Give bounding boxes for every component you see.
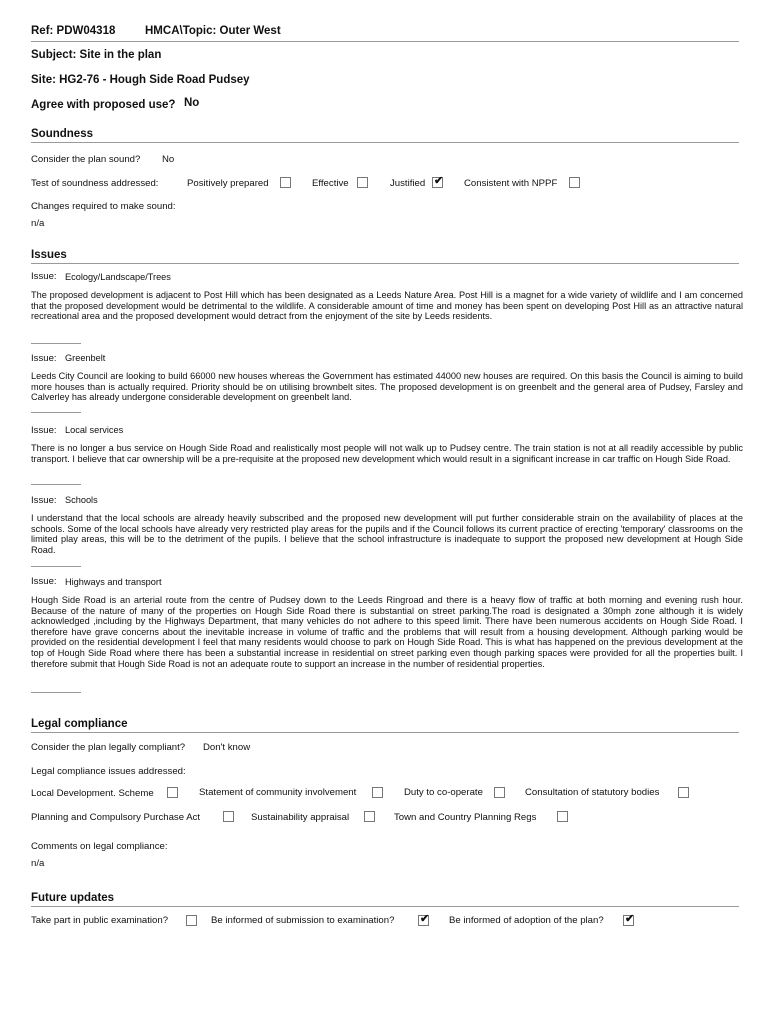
option-sustainability-appraisal: Sustainability appraisal xyxy=(251,812,350,823)
changes-value: n/a xyxy=(31,218,45,229)
legal-issues-label: Legal compliance issues addressed: xyxy=(31,766,186,777)
header-rule xyxy=(31,41,739,42)
soundness-heading: Soundness xyxy=(31,128,93,140)
issues-heading: Issues xyxy=(31,249,67,261)
soundness-test-label: Test of soundness addressed: xyxy=(31,178,159,189)
legal-comments-value: n/a xyxy=(31,858,45,869)
subject: Subject: Site in the plan xyxy=(31,49,162,61)
issue-label: Issue: xyxy=(31,495,57,506)
site: Site: HG2-76 - Hough Side Road Pudsey xyxy=(31,74,250,86)
option-planning-purchase-act: Planning and Compulsory Purchase Act xyxy=(31,812,201,823)
issue-text: Leeds City Council are looking to build 66000 new houses whereas the Government has estimated 44000 new houses are required. On this basis the Council is aiming to build more houses than is actually required. Priority should be on utilising brownbelt sites. The proposed development is on greenbelt and the general area of Pudsey, Farsley and Calverley has already undergone considerable development on greenbelt land. xyxy=(31,371,743,403)
issue-label: Issue: xyxy=(31,353,57,364)
agree-label: Agree with proposed use? xyxy=(31,99,176,111)
issue-title: Greenbelt xyxy=(65,353,106,363)
legal-heading: Legal compliance xyxy=(31,718,128,730)
check-mark-icon: ✔ xyxy=(625,913,635,925)
issue-separator xyxy=(31,692,81,693)
town-country-regs-checkbox[interactable] xyxy=(557,811,568,822)
issue-label: Issue: xyxy=(31,576,57,587)
issue-separator xyxy=(31,412,81,413)
issue-separator xyxy=(31,343,81,344)
option-public-examination: Take part in public examination? xyxy=(31,915,169,926)
sustainability-appraisal-checkbox[interactable] xyxy=(364,811,375,822)
soundness-rule xyxy=(31,142,739,143)
issue-label: Issue: xyxy=(31,271,57,282)
option-consultation-statutory: Consultation of statutory bodies xyxy=(525,787,660,798)
option-local-development-scheme: Local Development. Scheme xyxy=(31,788,154,799)
future-heading: Future updates xyxy=(31,892,115,904)
consultation-statutory-checkbox[interactable] xyxy=(678,787,689,798)
issue-title: Ecology/Landscape/Trees xyxy=(65,272,171,282)
legal-rule xyxy=(31,732,739,733)
issues-rule xyxy=(31,263,739,264)
changes-label: Changes required to make sound: xyxy=(31,201,176,212)
positively-prepared-checkbox[interactable] xyxy=(280,177,291,188)
issue-separator xyxy=(31,566,81,567)
issue-title: Local services xyxy=(65,425,124,435)
option-justified: Justified xyxy=(390,178,426,189)
legal-consider-value: Don't know xyxy=(203,742,251,753)
submission-examination-checkbox[interactable] xyxy=(418,915,429,926)
option-statement-community: Statement of community involvement xyxy=(199,787,357,798)
topic: HMCA\Topic: Outer West xyxy=(145,25,281,37)
effective-checkbox[interactable] xyxy=(357,177,368,188)
legal-comments-label: Comments on legal compliance: xyxy=(31,841,168,852)
option-adoption-plan: Be informed of adoption of the plan? xyxy=(449,915,604,926)
issue-text: There is no longer a bus service on Hough Side Road and realistically most people will not walk up to Pudsey centre. The train station is not at all readily accessible by public transport. I believe that car ownership will be a pre-requisite at the proposed new development which would result in a significant increase in car traffic on Hough Side Road. xyxy=(31,443,743,464)
option-consistent-nppf: Consistent with NPPF xyxy=(464,178,558,189)
issue-text: Hough Side Road is an arterial route from the centre of Pudsey down to the Leeds Ringroad and there is a heavy flow of traffic at both morning and evening rush hour. Because of the nature of many of the properties on Hough Side Road there is substantial on street parking.The road is designated a 30mph zone although it is widely acknowledged ,including by the Highways Department, that many vehicles do not adhere to this speed limit. There have been numerous accidents on Hough Side Road. I therefore have grave concerns about the inevitable increase in volume of traffic and the problems that will result from a housing development. Although parking would be provided on the residential development I feel that many residents would choose to park on Hough Side Road. This is what has happened on the previous development at the top of Hough Side Road where there has been a substantial increase in residential on street parking even though parking spaces were provided for all the properties built. I therefore submit that Hough Side Road is not an adequate route to support an increase in the number of residential properties. xyxy=(31,595,743,669)
issue-label: Issue: xyxy=(31,425,57,436)
check-mark-icon: ✔ xyxy=(420,913,430,925)
sound-consider-value: No xyxy=(162,154,175,165)
issue-title: Schools xyxy=(65,495,98,505)
issue-text: I understand that the local schools are already heavily subscribed and the proposed new development will put further considerable strain on the availability of places at the schools. Some of the local schools have already very restricted play areas for the pupils and if the Council follows its current practice of erecting 'temporary' classrooms on the limited play areas, this will be to the detriment of the pupils. I believe that the school infrastructure is inadequate to support the proposed new development at Hough Side Road. xyxy=(31,513,743,555)
check-mark-icon: ✔ xyxy=(434,175,444,187)
duty-cooperate-checkbox[interactable] xyxy=(494,787,505,798)
public-examination-checkbox[interactable] xyxy=(186,915,197,926)
adoption-plan-checkbox[interactable] xyxy=(623,915,634,926)
option-duty-cooperate: Duty to co-operate xyxy=(404,787,483,798)
sound-consider-label: Consider the plan sound? xyxy=(31,154,141,165)
legal-consider-label: Consider the plan legally compliant? xyxy=(31,742,186,753)
option-submission-examination: Be informed of submission to examination? xyxy=(211,915,395,926)
option-effective: Effective xyxy=(312,178,349,189)
planning-purchase-act-checkbox[interactable] xyxy=(223,811,234,822)
option-town-country-regs: Town and Country Planning Regs xyxy=(394,812,537,823)
consistent-nppf-checkbox[interactable] xyxy=(569,177,580,188)
issue-separator xyxy=(31,484,81,485)
local-development-scheme-checkbox[interactable] xyxy=(167,787,178,798)
statement-community-checkbox[interactable] xyxy=(372,787,383,798)
option-positively-prepared: Positively prepared xyxy=(187,178,269,189)
ref-number: Ref: PDW04318 xyxy=(31,25,116,37)
future-rule xyxy=(31,906,739,907)
agree-value: No xyxy=(184,97,200,109)
justified-checkbox[interactable] xyxy=(432,177,443,188)
issue-title: Highways and transport xyxy=(65,577,162,587)
issue-text: The proposed development is adjacent to Post Hill which has been designated as a Leeds Nature Area. Post Hill is a magnet for a wide variety of wildlife and I am concerned that the proposed development would be detrimental to the wildlife. A considerable amount of time and money has been spent on developing Post Hill as an attractive natural recreational area and the proposed development would detract from the enjoyment of the site by Leeds residents. xyxy=(31,290,743,322)
